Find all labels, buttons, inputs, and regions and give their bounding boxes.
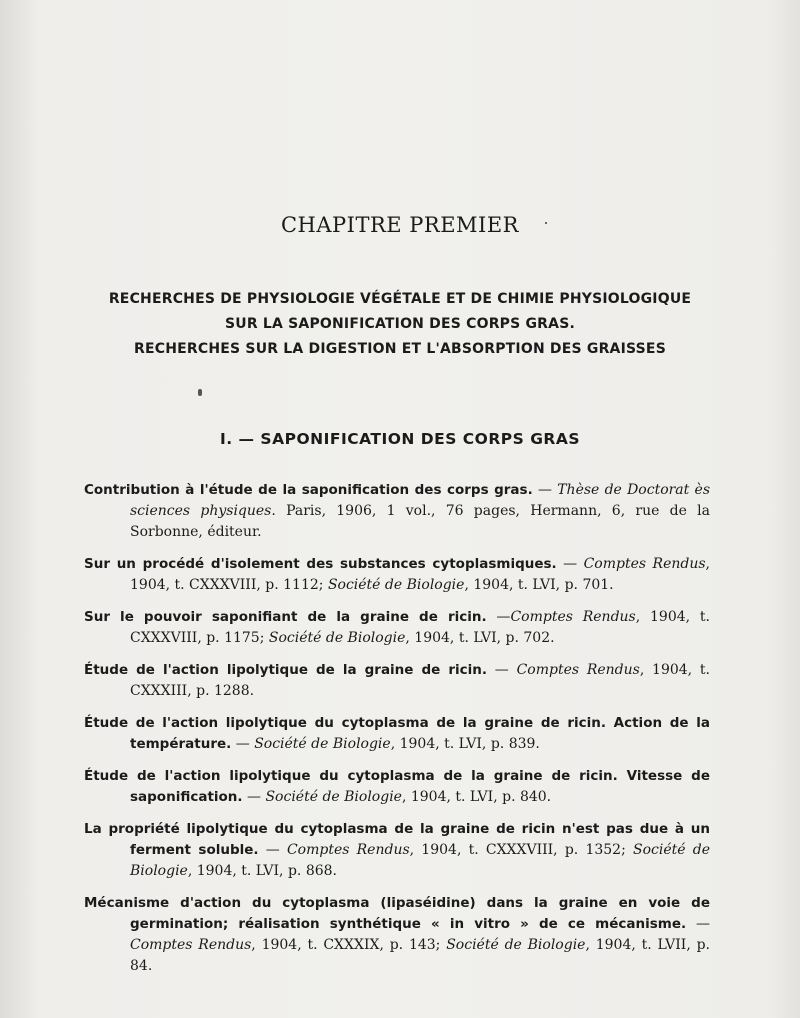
entry-title: Étude de l'action lipolytique de la graine de ricin. [84, 662, 487, 678]
entry-citation: , 1904, t. LVI, p. 868. [187, 863, 337, 879]
entry-journal: Thèse de Doctorat ès sciences physiques [130, 482, 710, 519]
entry-title: La propriété lipolytique du cytoplasma de la graine de ricin n'est pas due à un ferment soluble. [84, 821, 710, 858]
entry-journal: Comptes Rendus [516, 662, 640, 678]
bibliography-entry [84, 660, 710, 702]
entry-citation: — [686, 916, 710, 932]
bibliography-list [84, 480, 710, 988]
entry-journal: Société de Biologie [446, 937, 586, 953]
entry-journal: Comptes Rendus [510, 609, 636, 625]
entry-citation: — [231, 736, 255, 752]
entry-citation: — [486, 609, 511, 625]
entry-title: Étude de l'action lipolytique du cytoplasma de la graine de ricin. Vitesse de saponification. [84, 768, 710, 805]
entry-journal: Société de Biologie [265, 789, 402, 805]
chapter-title: CHAPITRE PREMIER [280, 213, 519, 237]
entry-citation: , 1904, t. CXXXVIII, p. 1112; [130, 556, 710, 593]
print-speck [198, 389, 202, 396]
entry-citation: . Paris, 1906, 1 vol., 76 pages, Hermann, 6, rue de la Sorbonne, éditeur. [130, 503, 710, 540]
entry-citation: — [487, 662, 517, 678]
entry-citation: , 1904, t. LVI, p. 839. [390, 736, 540, 752]
entry-citation: , 1904, t. CXXXIII, p. 1288. [130, 662, 710, 699]
entry-journal: Comptes Rendus [286, 842, 410, 858]
entry-citation: — [258, 842, 287, 858]
entry-journal: Comptes Rendus [130, 937, 252, 953]
entry-citation: , 1904, t. CXXXIX, p. 143; [251, 937, 447, 953]
section-title: I. — SAPONIFICATION DES CORPS GRAS [219, 430, 581, 448]
entry-citation: , 1904, t. CXXXVIII, p. 1175; [130, 609, 710, 646]
entry-journal: Société de Biologie [327, 577, 465, 593]
entry-title: Sur un procédé d'isolement des substances cytoplasmiques. [84, 556, 557, 572]
bibliography-entry [84, 713, 710, 755]
bibliography-entry [84, 893, 710, 977]
entry-citation: , 1904, t. LVII, p. 84. [130, 937, 711, 974]
entry-citation: , 1904, t. LVI, p. 840. [401, 789, 552, 805]
entry-citation: , 1904, t. CXXXVIII, p. 1352; [409, 842, 634, 858]
entry-citation: , 1904, t. LVI, p. 702. [405, 630, 555, 646]
entry-journal: Société de Biologie [130, 842, 710, 879]
print-speck [545, 222, 547, 224]
heading-line: RECHERCHES SUR LA DIGESTION ET L'ABSORPTION DES GRAISSES [134, 341, 666, 357]
entry-journal: Société de Biologie [254, 736, 391, 752]
bibliography-entry [84, 766, 710, 808]
heading-line: SUR LA SAPONIFICATION DES CORPS GRAS. [224, 316, 575, 332]
entry-citation: — [556, 556, 584, 572]
entry-title: Sur le pouvoir saponifiant de la graine de ricin. [84, 609, 487, 625]
entry-journal: Société de Biologie [268, 630, 406, 646]
heading-line: RECHERCHES DE PHYSIOLOGIE VÉGÉTALE ET DE CHIMIE PHYSIOLOGIQUE [108, 291, 692, 307]
entry-citation: , 1904, t. LVI, p. 701. [464, 577, 614, 593]
bibliography-entry [84, 607, 710, 649]
entry-title: Mécanisme d'action du cytoplasma (lipaséidine) dans la graine en voie de germination; réalisation synthétique « in vitro » de ce mécanisme. [84, 895, 710, 932]
entry-citation: — [242, 789, 266, 805]
bibliography-entry [84, 819, 710, 882]
bibliography-entry [84, 554, 710, 596]
entry-journal: Comptes Rendus [583, 556, 706, 572]
bibliography-entry [84, 480, 710, 543]
entry-citation: — [532, 482, 558, 498]
entry-title: Étude de l'action lipolytique du cytoplasma de la graine de ricin. Action de la température. [84, 715, 710, 752]
entry-title: Contribution à l'étude de la saponification des corps gras. [84, 482, 533, 498]
chapter-heading [0, 287, 800, 362]
